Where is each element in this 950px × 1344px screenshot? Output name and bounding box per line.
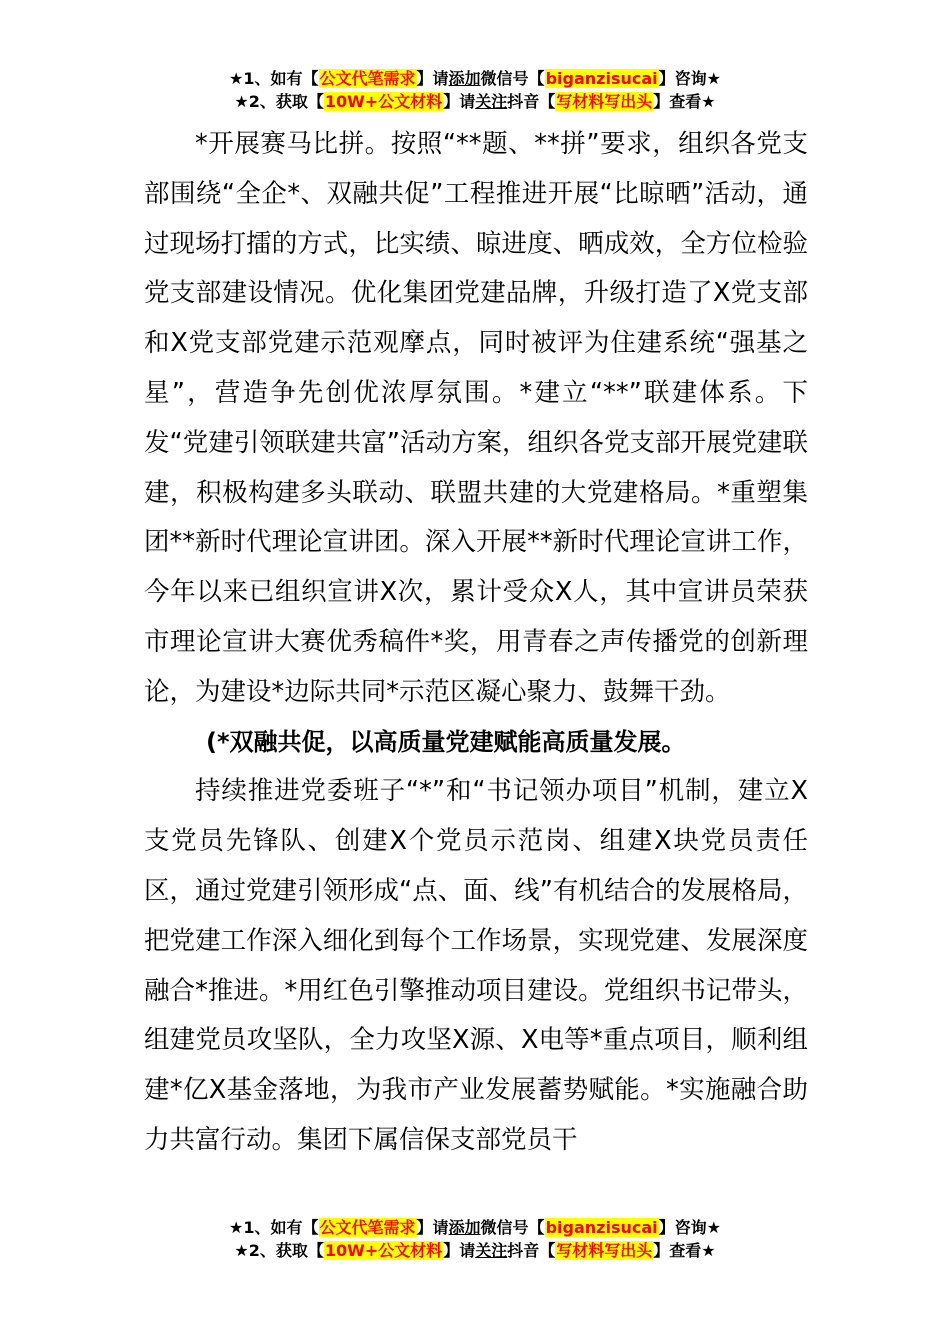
banner-text: 】查看★: [653, 1241, 716, 1260]
banner-text: ★2、获取【: [234, 1241, 324, 1260]
banner-text: 抖音【: [507, 1241, 556, 1260]
banner-highlight: 公文代笔需求: [319, 1218, 416, 1237]
banner-text: ★1、如有【: [229, 1218, 319, 1237]
banner-line-1: [0, 1217, 950, 1240]
banner-highlight: 写材料写出头: [556, 1241, 653, 1260]
banner-underline: 添加: [448, 1218, 481, 1237]
document-body: [144, 120, 808, 1166]
banner-highlight: biganzisucai: [545, 1218, 658, 1237]
banner-text: 抖音【: [507, 92, 556, 111]
banner-text: ★2、获取【: [234, 92, 324, 111]
banner-line-2: [0, 1240, 950, 1263]
banner-text: 】请: [443, 1241, 476, 1260]
banner-text: 】请: [443, 92, 476, 111]
paragraph: *开展赛马比拼。按照“**题、**拼”要求，组织各党支部围绕“全企*、双融共促”工程推进开展“比晾晒”活动，通过现场打擂的方式，比实绩、晾进度、晒成效，全方位检验党支部建设情况。优化集团党建品牌，升级打造了X党支部和X党支部党建示范观摩点，同时被评为住建系统“强基之星”，营造争先创优浓厚氛围。*建立“**”联建体系。下发“党建引领联建共富”活动方案，组织各党支部开展党建联建，积极构建多头联动、联盟共建的大党建格局。*重塑集团**新时代理论宣讲团。深入开展**新时代理论宣讲工作，今年以来已组织宣讲X次，累计受众X人，其中宣讲员荣获市理论宣讲大赛优秀稿件*奖，用青春之声传播党的创新理论，为建设*边际共同*示范区凝心聚力、鼓舞干劲。: [144, 129, 808, 707]
banner-text: 】查看★: [653, 92, 716, 111]
banner-line-1: [0, 68, 950, 91]
banner-underline: 关注: [475, 1241, 508, 1260]
banner-text: 】咨询★: [658, 1218, 721, 1237]
banner-highlight: 10W+公文材料: [324, 92, 443, 111]
top-banner: [0, 68, 950, 114]
banner-highlight: biganzisucai: [545, 69, 658, 88]
banner-highlight: 10W+公文材料: [324, 1241, 443, 1260]
banner-text: 】咨询★: [658, 69, 721, 88]
banner-text: 微信号【: [480, 69, 545, 88]
banner-text: 微信号【: [480, 1218, 545, 1237]
banner-text: 】请: [416, 1218, 449, 1237]
section-heading: (*双融共促，以高质量党建赋能高质量发展。: [206, 727, 686, 756]
bottom-banner: [0, 1217, 950, 1263]
banner-underline: 添加: [448, 69, 481, 88]
banner-highlight: 写材料写出头: [556, 92, 653, 111]
banner-text: ★1、如有【: [229, 69, 319, 88]
banner-highlight: 公文代笔需求: [319, 69, 416, 88]
banner-text: 】请: [416, 69, 449, 88]
banner-underline: 关注: [475, 92, 508, 111]
paragraph: 持续推进党委班子“*”和“书记领办项目”机制，建立X支党员先锋队、创建X个党员示范岗、组建X块党员责任区，通过党建引领形成“点、面、线”有机结合的发展格局，把党建工作深入细化到每个工作场景，实现党建、发展深度融合*推进。*用红色引擎推动项目建设。党组织书记带头，组建党员攻坚队，全力攻坚X源、X电等*重点项目，顺利组建*亿X基金落地，为我市产业发展蓄势赋能。*实施融合助力共富行动。集团下属信保支部党员干: [144, 776, 808, 1155]
banner-line-2: [0, 91, 950, 114]
